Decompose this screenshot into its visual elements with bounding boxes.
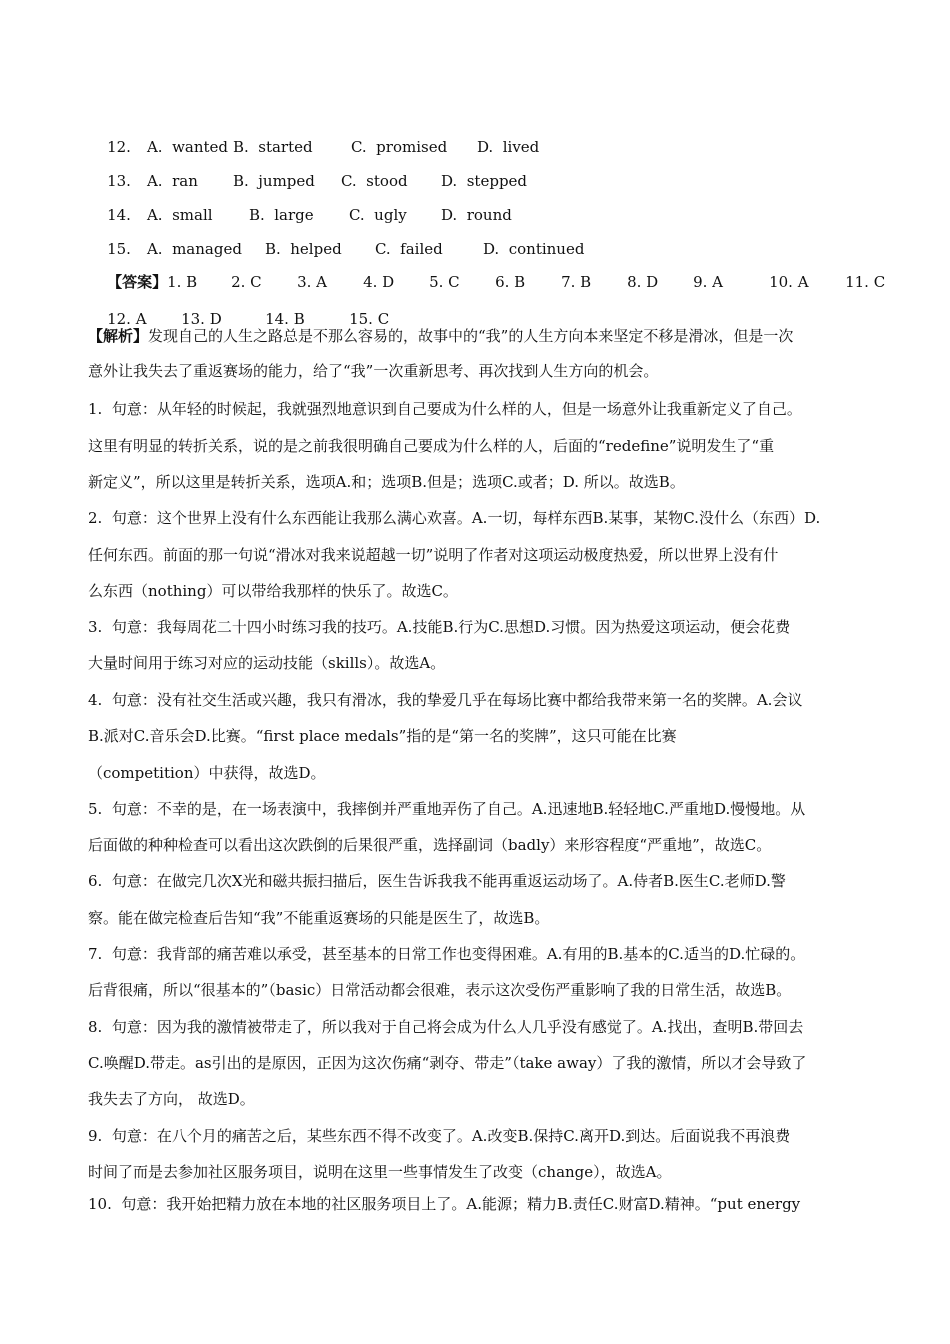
question-number: 13. — [107, 172, 131, 190]
answer-item: 10. A — [769, 273, 809, 291]
analysis-line: 2. 句意：这个世界上没有什么东西能让我那么满心欢喜。A.一切，每样东西B.某事，某物C.没什么（东西）D. — [88, 509, 821, 527]
analysis-line: 5. 句意：不幸的是，在一场表演中，我摔倒并严重地弄伤了自己。A.迅速地B.轻轻地C.严重地D.慢慢地。从 — [88, 800, 806, 818]
analysis-line: 8. 句意：因为我的激情被带走了，所以我对于自己将会成为什么人几乎没有感觉了。A.找出，查明B.带回去 — [88, 1018, 804, 1036]
analysis-line — [88, 326, 793, 346]
analysis-line: 后面做的种种检查可以看出这次跌倒的后果很严重，选择副词（badly）来形容程度“严重地”，故选C。 — [88, 836, 772, 854]
analysis-line: C.唤醒D.带走。as引出的是原因，正因为这次伤痛“剥夺、带走”（take away）了我的激情，所以才会导致了 — [88, 1054, 807, 1072]
analysis-line: 7. 句意：我背部的痛苦难以承受，甚至基本的日常工作也变得困难。A.有用的B.基本的C.适当的D.忙碌的。 — [88, 945, 806, 963]
answer-item: 14. B — [265, 310, 305, 328]
option-a: A. wanted — [146, 138, 229, 156]
analysis-line: 我失去了方向， 故选D。 — [88, 1090, 255, 1108]
analysis-line: 6. 句意：在做完几次X光和磁共振扫描后，医生告诉我我不能再重返运动场了。A.侍者B.医生C.老师D.警 — [88, 872, 786, 890]
analysis-text: 发现自己的人生之路总是不那么容易的，故事中的“我”的人生方向本来坚定不移是滑冰，但是一次 — [148, 327, 794, 345]
analysis-line: 10. 句意：我开始把精力放在本地的社区服务项目上了。A.能源；精力B.责任C.财富D.精神。“put energy — [88, 1195, 801, 1213]
analysis-line: 意外让我失去了重返赛场的能力，给了“我”一次重新思考、再次找到人生方向的机会。 — [88, 362, 659, 380]
analysis-line: 时间了而是去参加社区服务项目，说明在这里一些事情发生了改变（change），故选A。 — [88, 1163, 672, 1181]
answer-item: 5. C — [429, 273, 460, 291]
option-a: A. managed — [146, 240, 242, 258]
answer-item: 9. A — [693, 273, 724, 291]
option-b: B. started — [232, 138, 313, 156]
analysis-line: 新定义”，所以这里是转折关系，选项A.和；选项B.但是；选项C.或者；D. 所以。故选B。 — [88, 473, 685, 491]
analysis-line: 么东西（nothing）可以带给我那样的快乐了。故选C。 — [88, 582, 458, 600]
answer-item: 4. D — [363, 273, 395, 291]
question-number: 12. — [107, 138, 131, 156]
question-number: 15. — [107, 240, 131, 258]
answer-item: 8. D — [627, 273, 659, 291]
analysis-line: （competition）中获得，故选D。 — [88, 764, 326, 782]
answer-item: 12. A — [107, 310, 147, 328]
option-b: B. helped — [264, 240, 342, 258]
analysis-line: 3. 句意：我每周花二十四小时练习我的技巧。A.技能B.行为C.思想D.习惯。因为热爱这项运动，便会花费 — [88, 618, 791, 636]
analysis-line: 大量时间用于练习对应的运动技能（skills）。故选A。 — [88, 654, 446, 672]
answer-item: 6. B — [495, 273, 526, 291]
analysis-line: 任何东西。前面的那一句说“滑冰对我来说超越一切”说明了作者对这项运动极度热爱，所以世界上没有什 — [88, 546, 779, 564]
option-d: D. round — [440, 206, 512, 224]
analysis-label: 【解析】 — [88, 327, 149, 345]
analysis-line: 1. 句意：从年轻的时候起，我就强烈地意识到自己要成为什么样的人，但是一场意外让我重新定义了自己。 — [88, 400, 802, 418]
option-d: D. lived — [476, 138, 540, 156]
option-c: C. promised — [350, 138, 448, 156]
answer-item: 2. C — [231, 273, 262, 291]
option-d: D. stepped — [440, 172, 528, 190]
analysis-line: 后背很痛，所以“很基本的”（basic）日常活动都会很难，表示这次受伤严重影响了我的日常生活，故选B。 — [88, 981, 792, 999]
analysis-line: 4. 句意：没有社交生活或兴趣，我只有滑冰，我的挚爱几乎在每场比赛中都给我带来第一名的奖牌。A.会议 — [88, 691, 803, 709]
option-c: C. stood — [340, 172, 408, 190]
analysis-line: 察。能在做完检查后告知“我”不能重返赛场的只能是医生了，故选B。 — [88, 909, 550, 927]
option-b: B. large — [248, 206, 314, 224]
question-number: 14. — [107, 206, 131, 224]
answer-item: 11. C — [845, 273, 886, 291]
option-b: B. jumped — [232, 172, 315, 190]
option-a: A. small — [146, 206, 213, 224]
answer-item: 1. B — [167, 273, 198, 291]
answer-item: 15. C — [349, 310, 390, 328]
option-c: C. ugly — [348, 206, 407, 224]
answer-label: 【答案】 — [107, 273, 168, 291]
option-a: A. ran — [146, 172, 198, 190]
analysis-line: B.派对C.音乐会D.比赛。“first place medals”指的是“第一名的奖牌”，这只可能在比赛 — [88, 727, 677, 745]
option-c: C. failed — [374, 240, 443, 258]
analysis-line: 9. 句意：在八个月的痛苦之后，某些东西不得不改变了。A.改变B.保持C.离开D.到达。后面说我不再浪费 — [88, 1127, 791, 1145]
answer-item: 3. A — [297, 273, 328, 291]
option-d: D. continued — [482, 240, 585, 258]
analysis-line: 这里有明显的转折关系，说的是之前我很明确自己要成为什么样的人，后面的“redefine”说明发生了“重 — [88, 437, 775, 455]
answer-item: 13. D — [181, 310, 222, 328]
answer-item: 7. B — [561, 273, 592, 291]
